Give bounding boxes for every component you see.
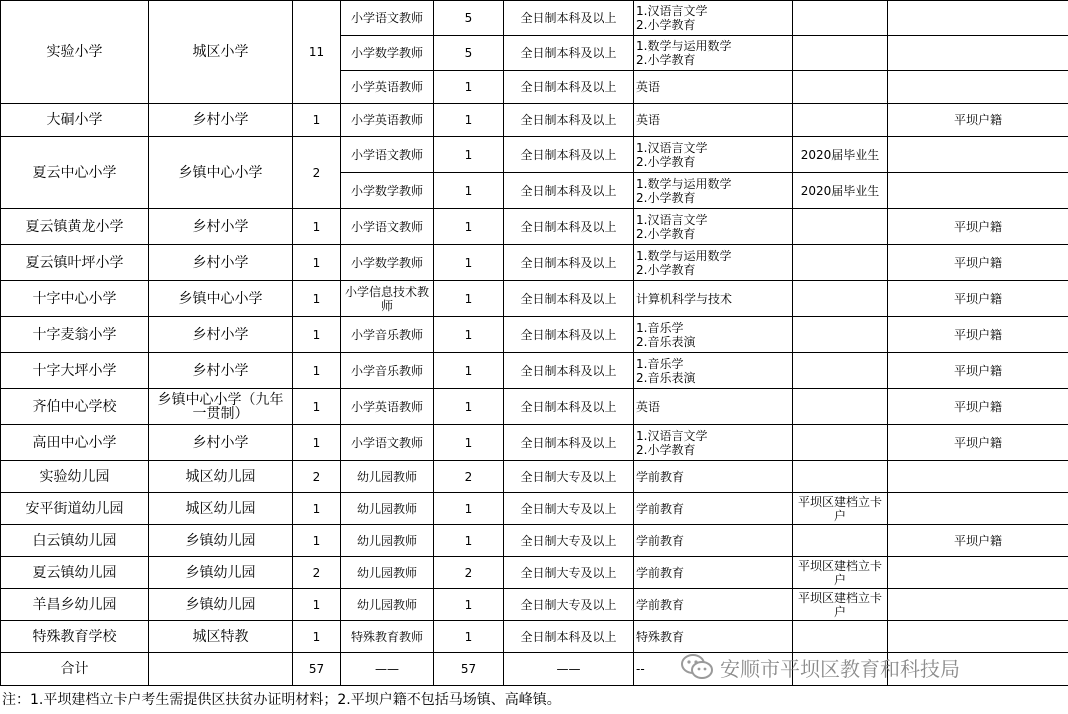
table-row [1, 621, 1068, 653]
count: 1 [434, 425, 504, 461]
total-positions: 1 [293, 621, 341, 653]
major [634, 621, 793, 653]
hukou-requirement: 平坝户籍 [888, 245, 1068, 281]
major-line: 1.汉语言文学 [636, 4, 708, 18]
major-line: 2.小学教育 [636, 53, 696, 67]
totals-type [149, 653, 293, 686]
major [634, 389, 793, 425]
education: 全日制本科及以上 [504, 209, 634, 245]
count: 1 [434, 525, 504, 557]
major [634, 525, 793, 557]
school-name: 夏云镇黄龙小学 [1, 209, 149, 245]
table-row [1, 245, 1068, 281]
school-type: 乡村小学 [149, 317, 293, 353]
major [634, 245, 793, 281]
school-type: 城区幼儿园 [149, 461, 293, 493]
school-name: 十字麦翁小学 [1, 317, 149, 353]
major-line: 学前教育 [636, 597, 685, 612]
position: 小学语文教师 [341, 137, 434, 173]
table-row [1, 209, 1068, 245]
table-row [1, 525, 1068, 557]
major-line: 计算机科学与技术 [636, 291, 733, 306]
position: 幼儿园教师 [341, 461, 434, 493]
position: 小学数学教师 [341, 173, 434, 209]
other-requirement: 平坝区建档立卡户 [793, 589, 888, 621]
hukou-requirement: 平坝户籍 [888, 281, 1068, 317]
education: 全日制本科及以上 [504, 1, 634, 36]
major-line: 1.数学与运用数学 [636, 176, 732, 191]
major [634, 557, 793, 589]
table-row [1, 281, 1068, 317]
major [634, 589, 793, 621]
major [634, 209, 793, 245]
wechat-icon [680, 652, 714, 682]
position: 小学音乐教师 [341, 353, 434, 389]
school-type: 城区幼儿园 [149, 493, 293, 525]
table-row [1, 137, 1068, 173]
hukou-requirement: 平坝户籍 [888, 104, 1068, 137]
hukou-requirement: 平坝户籍 [888, 317, 1068, 353]
count: 2 [434, 461, 504, 493]
education: 全日制本科及以上 [504, 389, 634, 425]
other-requirement: 平坝区建档立卡户 [793, 493, 888, 525]
total-positions: 1 [293, 104, 341, 137]
hukou-requirement: 平坝户籍 [888, 425, 1068, 461]
other-requirement [793, 245, 888, 281]
count: 1 [434, 621, 504, 653]
school-name: 安平街道幼儿园 [1, 493, 149, 525]
position: 小学英语教师 [341, 389, 434, 425]
total-positions: 1 [293, 245, 341, 281]
table-row [1, 557, 1068, 589]
education: 全日制大专及以上 [504, 557, 634, 589]
other-requirement: 平坝区建档立卡户 [793, 557, 888, 589]
other-requirement [793, 209, 888, 245]
education: 全日制本科及以上 [504, 36, 634, 71]
education: 全日制本科及以上 [504, 71, 634, 104]
count: 1 [434, 281, 504, 317]
major [634, 104, 793, 137]
education: 全日制本科及以上 [504, 137, 634, 173]
education: 全日制大专及以上 [504, 589, 634, 621]
other-requirement [793, 389, 888, 425]
count: 1 [434, 209, 504, 245]
major [634, 317, 793, 353]
education: 全日制大专及以上 [504, 461, 634, 493]
major-line: 学前教育 [636, 533, 685, 548]
table-row [1, 389, 1068, 425]
major-line: 2.小学教育 [636, 18, 696, 32]
school-name: 夏云中心小学 [1, 137, 149, 209]
other-requirement [793, 461, 888, 493]
other-requirement: 2020届毕业生 [793, 173, 888, 209]
major [634, 461, 793, 493]
position: 小学英语教师 [341, 104, 434, 137]
major-line: 英语 [636, 113, 661, 127]
major-line: 2.小学教育 [636, 262, 696, 277]
major [634, 137, 793, 173]
education: 全日制大专及以上 [504, 525, 634, 557]
count: 1 [434, 317, 504, 353]
position: 小学语文教师 [341, 1, 434, 36]
school-name: 大硐小学 [1, 104, 149, 137]
school-name: 十字大坪小学 [1, 353, 149, 389]
school-name: 十字中心小学 [1, 281, 149, 317]
major-line: 2.音乐表演 [636, 334, 696, 349]
education: 全日制本科及以上 [504, 104, 634, 137]
table-row [1, 317, 1068, 353]
school-type: 乡村小学 [149, 209, 293, 245]
totals-major: -- [634, 653, 793, 686]
school-type: 乡镇中心小学 [149, 137, 293, 209]
totals-positions: 57 [293, 653, 341, 686]
major-line: 1.汉语言文学 [636, 140, 708, 155]
totals-count: 57 [434, 653, 504, 686]
hukou-requirement [888, 173, 1068, 209]
school-type: 乡村小学 [149, 425, 293, 461]
education: 全日制大专及以上 [504, 493, 634, 525]
major-line: 2.小学教育 [636, 226, 696, 241]
major [634, 36, 793, 71]
school-name: 白云镇幼儿园 [1, 525, 149, 557]
major-line: 学前教育 [636, 501, 685, 516]
major-line: 1.汉语言文学 [636, 212, 708, 227]
major [634, 425, 793, 461]
school-type: 乡镇中心小学 [149, 281, 293, 317]
other-requirement: 2020届毕业生 [793, 137, 888, 173]
other-requirement [793, 525, 888, 557]
other-requirement [793, 36, 888, 71]
total-positions: 11 [293, 1, 341, 104]
total-positions: 1 [293, 281, 341, 317]
school-type: 乡镇幼儿园 [149, 589, 293, 621]
other-requirement [793, 71, 888, 104]
major [634, 281, 793, 317]
table-row [1, 1, 1068, 36]
school-name: 羊昌乡幼儿园 [1, 589, 149, 621]
count: 1 [434, 589, 504, 621]
education: 全日制本科及以上 [504, 621, 634, 653]
count: 1 [434, 104, 504, 137]
major-line: 1.音乐学 [636, 320, 684, 335]
position: 小学音乐教师 [341, 317, 434, 353]
table-row [1, 104, 1068, 137]
hukou-requirement [888, 461, 1068, 493]
watermark [680, 650, 960, 684]
hukou-requirement [888, 71, 1068, 104]
major-line: 2.小学教育 [636, 442, 696, 457]
watermark-text: 安顺市平坝区教育和科技局 [720, 656, 960, 681]
hukou-requirement: 平坝户籍 [888, 353, 1068, 389]
count: 1 [434, 71, 504, 104]
other-requirement [793, 353, 888, 389]
major [634, 173, 793, 209]
total-positions: 1 [293, 389, 341, 425]
total-positions: 1 [293, 589, 341, 621]
position: 幼儿园教师 [341, 525, 434, 557]
other-requirement [793, 425, 888, 461]
table-row [1, 589, 1068, 621]
count: 1 [434, 173, 504, 209]
position: 小学数学教师 [341, 245, 434, 281]
total-positions: 1 [293, 525, 341, 557]
school-type: 城区特教 [149, 621, 293, 653]
major-line: 学前教育 [636, 565, 685, 580]
education: 全日制本科及以上 [504, 245, 634, 281]
major-line: 英语 [636, 80, 661, 94]
hukou-requirement [888, 137, 1068, 173]
major [634, 353, 793, 389]
hukou-requirement [888, 557, 1068, 589]
position: 小学英语教师 [341, 71, 434, 104]
school-name: 实验小学 [1, 1, 149, 104]
major [634, 493, 793, 525]
position: 小学语文教师 [341, 425, 434, 461]
table-row [1, 353, 1068, 389]
total-positions: 2 [293, 461, 341, 493]
count: 5 [434, 36, 504, 71]
count: 1 [434, 245, 504, 281]
major-line: 2.音乐表演 [636, 370, 696, 385]
count: 1 [434, 493, 504, 525]
other-requirement [793, 1, 888, 36]
total-positions: 1 [293, 209, 341, 245]
position: 幼儿园教师 [341, 557, 434, 589]
major [634, 1, 793, 36]
school-type: 乡村小学 [149, 104, 293, 137]
major-line: 1.数学与运用数学 [636, 39, 732, 53]
school-name: 特殊教育学校 [1, 621, 149, 653]
school-type: 城区小学 [149, 1, 293, 104]
school-name: 齐伯中心学校 [1, 389, 149, 425]
hukou-requirement [888, 1, 1068, 36]
total-positions: 1 [293, 353, 341, 389]
hukou-requirement [888, 621, 1068, 653]
hukou-requirement [888, 589, 1068, 621]
major-line: 1.汉语言文学 [636, 428, 708, 443]
school-type: 乡村小学 [149, 245, 293, 281]
position: 特殊教育教师 [341, 621, 434, 653]
other-requirement [793, 281, 888, 317]
education: 全日制本科及以上 [504, 425, 634, 461]
total-positions: 2 [293, 137, 341, 209]
table-row [1, 425, 1068, 461]
education: 全日制本科及以上 [504, 173, 634, 209]
major-line: 1.音乐学 [636, 356, 684, 371]
hukou-requirement: 平坝户籍 [888, 209, 1068, 245]
education: 全日制本科及以上 [504, 281, 634, 317]
school-type: 乡镇幼儿园 [149, 525, 293, 557]
school-type: 乡镇中心小学（九年一贯制） [149, 389, 293, 425]
count: 1 [434, 353, 504, 389]
count: 1 [434, 389, 504, 425]
totals-position: —— [341, 653, 434, 686]
table-row [1, 461, 1068, 493]
school-type: 乡村小学 [149, 353, 293, 389]
hukou-requirement: 平坝户籍 [888, 389, 1068, 425]
other-requirement [793, 104, 888, 137]
hukou-requirement: 平坝户籍 [888, 525, 1068, 557]
position: 幼儿园教师 [341, 589, 434, 621]
position: 小学数学教师 [341, 36, 434, 71]
school-name: 夏云镇叶坪小学 [1, 245, 149, 281]
major-line: 2.小学教育 [636, 154, 696, 169]
position: 小学语文教师 [341, 209, 434, 245]
major [634, 71, 793, 104]
education: 全日制本科及以上 [504, 317, 634, 353]
hukou-requirement [888, 493, 1068, 525]
table-row [1, 493, 1068, 525]
school-type: 乡镇幼儿园 [149, 557, 293, 589]
major-line: 特殊教育 [636, 629, 685, 644]
footer-note: 注：1.平坝建档立卡户考生需提供区扶贫办证明材料；2.平坝户籍不包括马场镇、高峰镇。 [2, 692, 561, 708]
other-requirement [793, 317, 888, 353]
total-positions: 1 [293, 425, 341, 461]
count: 5 [434, 1, 504, 36]
school-name: 实验幼儿园 [1, 461, 149, 493]
school-name: 高田中心小学 [1, 425, 149, 461]
major-line: 1.数学与运用数学 [636, 248, 732, 263]
school-name: 夏云镇幼儿园 [1, 557, 149, 589]
position: 幼儿园教师 [341, 493, 434, 525]
position: 小学信息技术教师 [341, 281, 434, 317]
totals-education: —— [504, 653, 634, 686]
hukou-requirement [888, 36, 1068, 71]
total-positions: 1 [293, 317, 341, 353]
major-line: 英语 [636, 399, 661, 414]
totals-label: 合计 [1, 653, 149, 686]
count: 1 [434, 137, 504, 173]
education: 全日制本科及以上 [504, 353, 634, 389]
major-line: 学前教育 [636, 469, 685, 484]
total-positions: 1 [293, 493, 341, 525]
total-positions: 2 [293, 557, 341, 589]
count: 2 [434, 557, 504, 589]
other-requirement [793, 621, 888, 653]
major-line: 2.小学教育 [636, 190, 696, 205]
